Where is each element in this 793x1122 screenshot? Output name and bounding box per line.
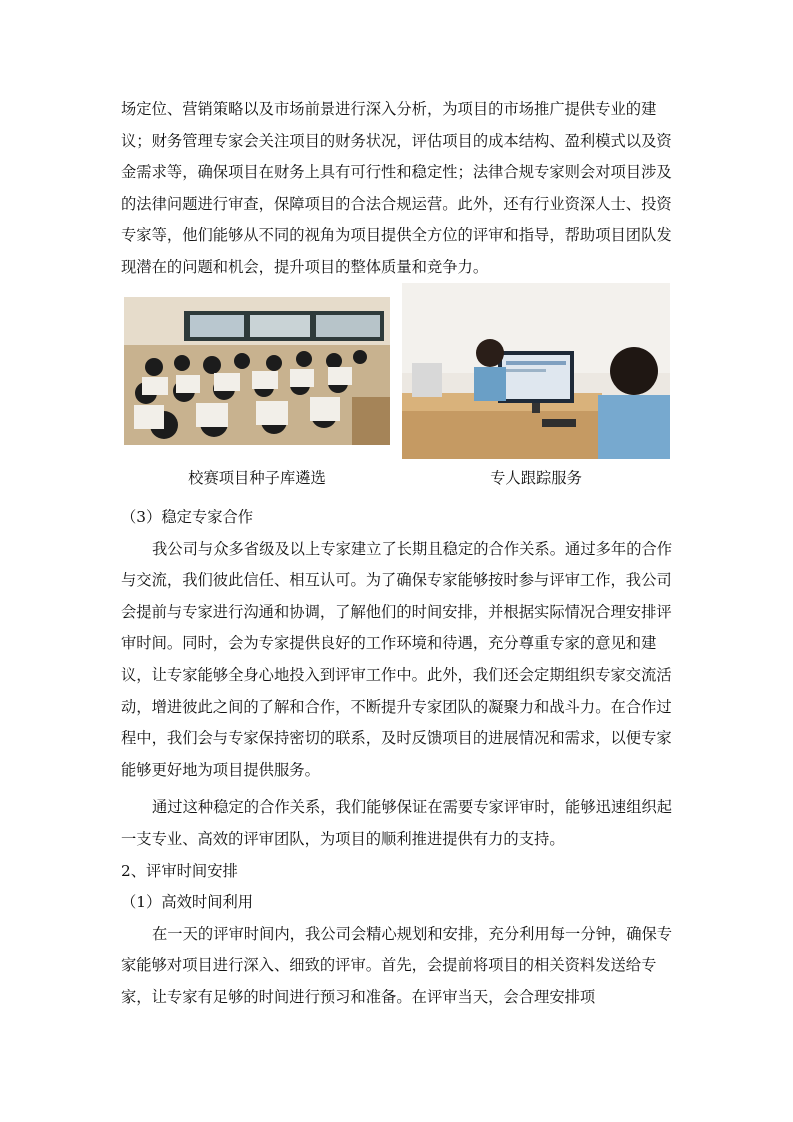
intro-paragraph: 场定位、营销策略以及市场前景进行深入分析，为项目的市场推广提供专业的建议；财务管理专家会关注项目的财务状况，评估项目的成本结构、盈利模式以及资金需求等，确保项目在财务上具有可行性和稳定性；法律合规专家则会对项目涉及的法律问题进行审查，保障项目的合法合规运营。此外，还有行业资深人士、投资专家等，他们能够从不同的视角为项目提供全方位的评审和指导，帮助项目团队发现潜在的问题和机会，提升项目的整体质量和竞争力。 <box>121 100 672 276</box>
section-3-paragraph-2: 通过这种稳定的合作关系，我们能够保证在需要专家评审时，能够迅速组织起一支专业、高效的评审团队，为项目的顺利推进提供有力的支持。 <box>121 798 673 848</box>
classroom-photo <box>124 297 390 445</box>
section-2-subheading: （1）高效时间利用 <box>121 893 254 912</box>
section-2-paragraph: 在一天的评审时间内，我公司会精心规划和安排，充分利用每一分钟，确保专家能够对项目进行深入、细致的评审。首先，会提前将项目的相关资料发送给专家，让专家有足够的时间进行预习和准备。在评审当天，会合理安排项 <box>121 924 673 1006</box>
right-figure-caption: 专人跟踪服务 <box>490 469 582 487</box>
section-3-heading: （3）稳定专家合作 <box>121 508 254 526</box>
office-photo <box>402 283 670 459</box>
intro-text <box>121 94 673 284</box>
section-2-heading: 2、评审时间安排 <box>121 861 238 880</box>
section-3-paragraph-1: 我公司与众多省级及以上专家建立了长期且稳定的合作关系。通过多年的合作与交流，我们彼此信任、相互认可。为了确保专家能够按时参与评审工作，我公司会提前与专家进行沟通和协调，了解他们的时间安排，并根据实际情况合理安排评审时间。同时，会为专家提供良好的工作环境和待遇，充分尊重专家的意见和建议，让专家能够全身心地投入到评审工作中。此外，我们还会定期组织专家交流活动，增进彼此之间的了解和合作，不断提升专家团队的凝聚力和战斗力。在合作过程中，我们会与专家保持密切的联系，及时反馈项目的进展情况和需求，以便专家能够更好地为项目提供服务。 <box>121 539 673 779</box>
section-3 <box>121 502 673 1014</box>
left-figure-caption: 校赛项目种子库遴选 <box>188 469 326 487</box>
